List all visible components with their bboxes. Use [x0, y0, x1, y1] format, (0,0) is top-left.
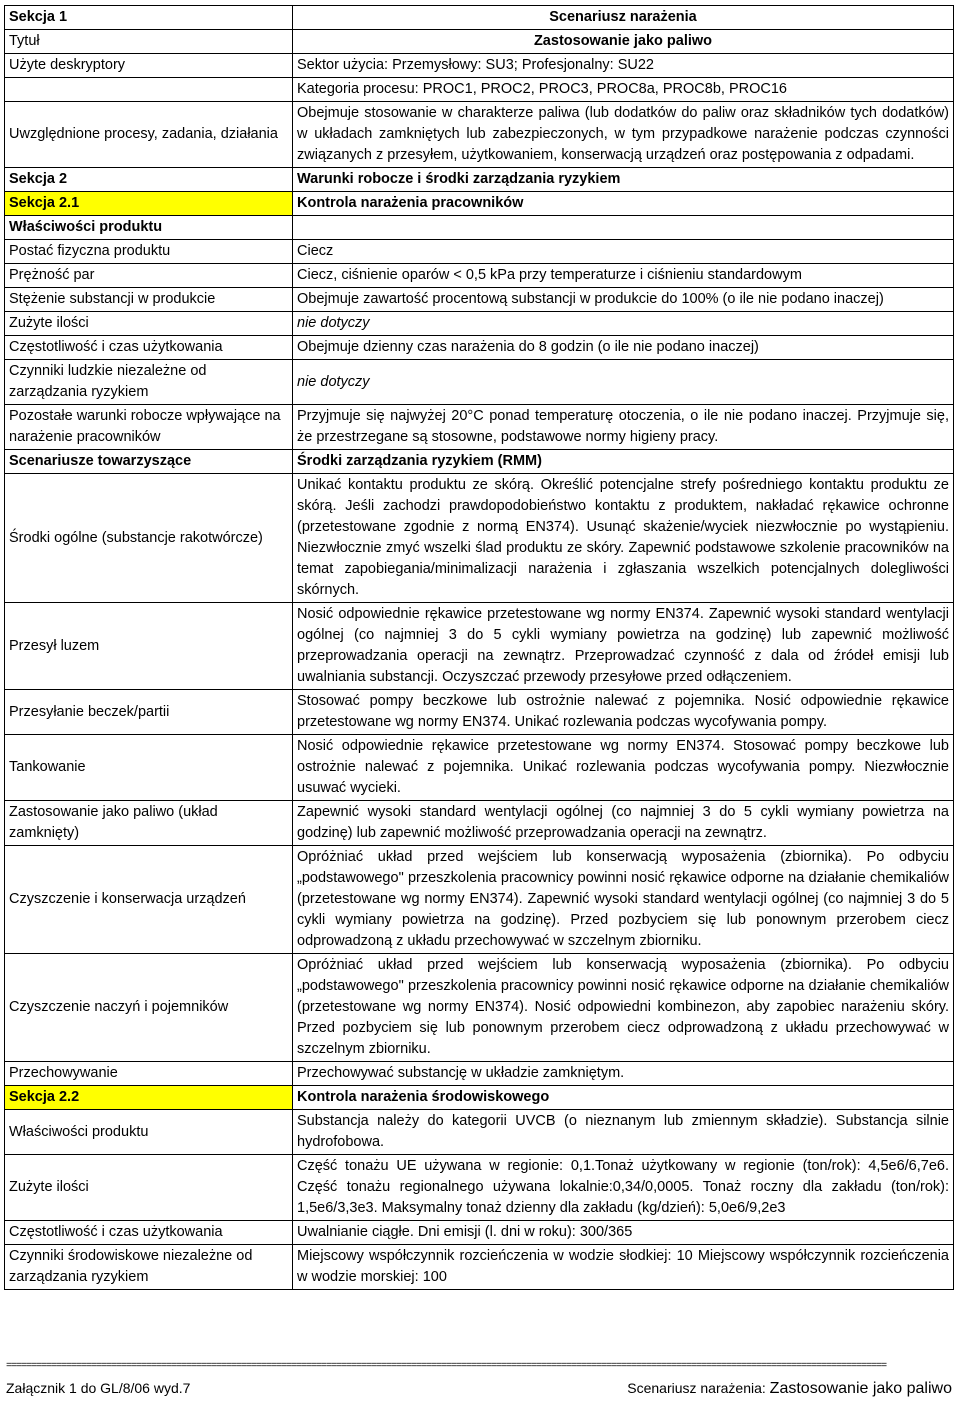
concentration-label: Stężenie substancji w produkcie [5, 288, 293, 312]
table-row [5, 1062, 954, 1086]
table-row [5, 192, 954, 216]
table-row [5, 168, 954, 192]
env-properties-label: Właściwości produktu [5, 1110, 293, 1155]
table-row [5, 6, 954, 30]
table-row [5, 312, 954, 336]
table-row [5, 1110, 954, 1155]
table-row [5, 801, 954, 846]
human-factors-label: Czynniki ludzkie niezależne od zarządzania ryzykiem [5, 360, 293, 405]
table-row [5, 690, 954, 735]
frequency-label: Częstotliwość i czas użytkowania [5, 336, 293, 360]
rmm-heading: Środki zarządzania ryzykiem (RMM) [293, 450, 954, 474]
table-row [5, 735, 954, 801]
footer-annex: Załącznik 1 do GL/8/06 wyd.7 [6, 1380, 191, 1396]
sekcja22-label: Sekcja 2.2 [5, 1086, 293, 1110]
rmm-vessel-cleaning-value: Opróżniać układ przed wejściem lub konserwacją wyposażenia (zbiornika). Po odbyciu „podstawowego" przeszkolenia pracownicy powinni nosić rękawice odporne na działanie chemikaliów (przetestowane wg normy EN374). Nosić odpowiedni kombinezon, aby zapobiec narażeniu skóry. Przed pozbyciem się lub ponownym przerobem ciecz odprowadzoną z układu przechowywać w szczelnym zbiorniku. [293, 954, 954, 1062]
sekcja2-label: Sekcja 2 [5, 168, 293, 192]
table-row [5, 474, 954, 603]
table-row [5, 216, 954, 240]
rmm-maintenance-label: Czyszczenie i konserwacja urządzeń [5, 846, 293, 954]
table-row [5, 603, 954, 690]
table-row [5, 1155, 954, 1221]
processes-value: Obejmuje stosowanie w charakterze paliwa (lub dodatków do paliw oraz składników tych dodatków) w układach zamkniętych lub zabezpieczonych, w tym przypadkowe narażenie podczas czynności związanych z przesyłem, użytkowaniem, konserwacją urządzeń oraz postępowania z odpadami. [293, 102, 954, 168]
rmm-refuelling-label: Tankowanie [5, 735, 293, 801]
table-row [5, 78, 954, 102]
descriptors-label: Użyte deskryptory [5, 54, 293, 78]
rmm-fuel-use-label: Zastosowanie jako paliwo (układ zamknięty) [5, 801, 293, 846]
title-label: Tytuł [5, 30, 293, 54]
footer-scenario-prefix: Scenariusz narażenia: [627, 1380, 770, 1396]
processes-label: Uwzględnione procesy, zadania, działania [5, 102, 293, 168]
env-factors-label: Czynniki środowiskowe niezależne od zarządzania ryzykiem [5, 1245, 293, 1290]
title-value: Zastosowanie jako paliwo [293, 30, 954, 54]
physical-form-label: Postać fizyczna produktu [5, 240, 293, 264]
rmm-storage-value: Przechowywać substancję w układzie zamkniętym. [293, 1062, 954, 1086]
sekcja21-label: Sekcja 2.1 [5, 192, 293, 216]
table-row [5, 360, 954, 405]
rmm-general-value: Unikać kontaktu produktu ze skórą. Określić potencjalne strefy pośredniego kontaktu produktu ze skórą. Jeśli zachodzi prawdopodobieństwo kontaktu z produktem, nakładać rękawice ochronne (przetestowane zgodnie z normą EN374). Usunąć skażenie/wyciek niezwłocznie po wystąpieniu. Niezwłocznie zmyć wszelki ślad produktu ze skóry. Zapewnić podstawowe szkolenie pracowników na temat zapobiegania/minimalizacji narażenia i zgłaszania wszelkich potencjalnych dolegliwości skórnych. [293, 474, 954, 603]
env-amounts-label: Zużyte ilości [5, 1155, 293, 1221]
rmm-drum-transfer-value: Stosować pompy beczkowe lub ostrożnie nalewać z pojemnika. Nosić odpowiednie rękawice przetestowane wg normy EN374. Unikać rozlewania podczas wycofywania pompy. [293, 690, 954, 735]
env-frequency-value: Uwalnianie ciągłe. Dni emisji (l. dni w roku): 300/365 [293, 1221, 954, 1245]
env-amounts-value: Część tonażu UE używana w regionie: 0,1.Tonaż użytkowany w regionie (ton/rok): 4,5e6/6,7e6. Część tonażu regionalnego używana lokalnie:0,34/0,0005. Tonaż roczny dla zakładu (ton/rok): 1,5e6/3,3e3. Maksymalny tonaż dzienny dla zakładu (kg/dzień): 5,0e6/9,2e3 [293, 1155, 954, 1221]
product-properties-heading: Właściwości produktu [5, 216, 293, 240]
rmm-drum-transfer-label: Przesyłanie beczek/partii [5, 690, 293, 735]
footer-scenario [627, 1380, 952, 1398]
descriptors-value-2: Kategoria procesu: PROC1, PROC2, PROC3, PROC8a, PROC8b, PROC16 [293, 78, 954, 102]
table-row [5, 54, 954, 78]
amounts-value: nie dotyczy [293, 312, 954, 336]
rmm-refuelling-value: Nosić odpowiednie rękawice przetestowane wg normy EN374. Stosować pompy beczkowe lub ostrożnie nalewać z pojemnika. Unikać rozlewania podczas wycofywania pompy. Niezwłocznie usuwać wycieki. [293, 735, 954, 801]
table-row [5, 846, 954, 954]
footer-separator [6, 1362, 954, 1372]
rmm-bulk-transfer-value: Nosić odpowiednie rękawice przetestowane wg normy EN374. Zapewnić wysoki standard wentylacji ogólnej (co najmniej 3 do 5 cykli wymiany powietrza na godzinę) lub zapewnić możliwość przeprowadzania operacji na zewnątrz. Przeprowadzać czynność z dala od źródeł emisji lub uwalniania substancji. Oczyszczać przewody przesyłowe przed odłączeniem. [293, 603, 954, 690]
descriptors-value-1: Sektor użycia: Przemysłowy: SU3; Profesjonalny: SU22 [293, 54, 954, 78]
sekcja1-label: Sekcja 1 [5, 6, 293, 30]
table-row [5, 954, 954, 1062]
rmm-bulk-transfer-label: Przesył luzem [5, 603, 293, 690]
sekcja21-value: Kontrola narażenia pracowników [293, 192, 954, 216]
footer-scenario-title: Zastosowanie jako paliwo [769, 1380, 952, 1397]
rmm-vessel-cleaning-label: Czyszczenie naczyń i pojemników [5, 954, 293, 1062]
table-row [5, 288, 954, 312]
env-properties-value: Substancja należy do kategorii UVCB (o nieznanym lub zmiennym składzie). Substancja silnie hydrofobowa. [293, 1110, 954, 1155]
other-conditions-value: Przyjmuje się najwyżej 20°C ponad temperaturę otoczenia, o ile nie podano inaczej. Przyjmuje się, że przestrzegane są stosowne, podstawowe normy higieny pracy. [293, 405, 954, 450]
rmm-storage-label: Przechowywanie [5, 1062, 293, 1086]
table-row [5, 405, 954, 450]
frequency-value: Obejmuje dzienny czas narażenia do 8 godzin (o ile nie podano inaczej) [293, 336, 954, 360]
sekcja2-value: Warunki robocze i środki zarządzania ryzykiem [293, 168, 954, 192]
table-row [5, 30, 954, 54]
rmm-maintenance-value: Opróżniać układ przed wejściem lub konserwacją wyposażenia (zbiornika). Po odbyciu „podstawowego" przeszkolenia pracownicy powinni nosić rękawice odporne na działanie chemikaliów (przetestowane wg normy EN374). Zapewnić wysoki standard wentylacji ogólnej (co najmniej 3 do 5 cykli wymiany powietrza na godzinę). Przed pozbyciem się lub ponownym przerobem ciecz odprowadzoną z układu przechowywać w szczelnym zbiorniku. [293, 846, 954, 954]
table-row [5, 1245, 954, 1290]
vapour-pressure-value: Ciecz, ciśnienie oparów < 0,5 kPa przy temperaturze i ciśnieniu standardowym [293, 264, 954, 288]
table-row [5, 102, 954, 168]
amounts-label: Zużyte ilości [5, 312, 293, 336]
table-row [5, 240, 954, 264]
concentration-value: Obejmuje zawartość procentową substancji w produkcie do 100% (o ile nie podano inaczej) [293, 288, 954, 312]
contributing-scenarios-heading: Scenariusze towarzyszące [5, 450, 293, 474]
table-row [5, 1086, 954, 1110]
sekcja22-value: Kontrola narażenia środowiskowego [293, 1086, 954, 1110]
other-conditions-label: Pozostałe warunki robocze wpływające na narażenie pracowników [5, 405, 293, 450]
empty-cell [293, 216, 954, 240]
rmm-general-label: Środki ogólne (substancje rakotwórcze) [5, 474, 293, 603]
empty-cell [5, 78, 293, 102]
table-row [5, 264, 954, 288]
vapour-pressure-label: Prężność par [5, 264, 293, 288]
rmm-fuel-use-value: Zapewnić wysoki standard wentylacji ogólnej (co najmniej 3 do 5 cykli wymiany powietrza na godzinę) lub zapewnić możliwość przeprowadzania operacji na zewnątrz. [293, 801, 954, 846]
scenario-heading: Scenariusz narażenia [293, 6, 954, 30]
env-factors-value: Miejscowy współczynnik rozcieńczenia w wodzie słodkiej: 10 Miejscowy współczynnik rozcieńczenia w wodzie morskiej: 100 [293, 1245, 954, 1290]
physical-form-value: Ciecz [293, 240, 954, 264]
env-frequency-label: Częstotliwość i czas użytkowania [5, 1221, 293, 1245]
exposure-scenario-table [4, 5, 954, 1290]
table-row [5, 1221, 954, 1245]
table-row [5, 336, 954, 360]
human-factors-value: nie dotyczy [293, 360, 954, 405]
table-row [5, 450, 954, 474]
